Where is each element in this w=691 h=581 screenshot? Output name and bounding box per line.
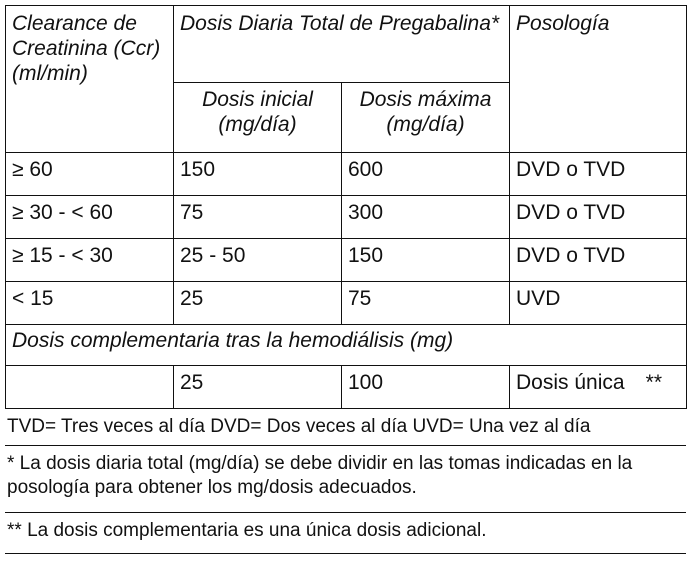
table-row (6, 153, 687, 196)
cell-max-dose: 75 (342, 282, 510, 325)
cell-initial-dose: 75 (174, 196, 342, 239)
cell-posology: DVD o TVD (510, 196, 687, 239)
cell-ccr: ≥ 15 - < 30 (6, 239, 174, 282)
table-row (6, 282, 687, 325)
abbreviations-note: TVD= Tres veces al día DVD= Dos veces al día UVD= Una vez al día (5, 409, 686, 446)
header-daily-total-dose: Dosis Diaria Total de Pregabalina* (174, 6, 510, 83)
footnote-single-star: * La dosis diaria total (mg/día) se debe dividir en las tomas indicadas en la posología para obtener los mg/dosis adecuados. (5, 446, 686, 513)
cell-initial-dose: 25 - 50 (174, 239, 342, 282)
cell-max-dose: 300 (342, 196, 510, 239)
cell-initial-dose: 150 (174, 153, 342, 196)
cell-max-dose: 150 (342, 239, 510, 282)
cell-posology: UVD (510, 282, 687, 325)
table-row (6, 239, 687, 282)
cell-ccr: ≥ 60 (6, 153, 174, 196)
footnote-double-star: ** La dosis complementaria es una única dosis adicional. (5, 513, 686, 554)
dosing-document (5, 5, 686, 554)
cell-initial-dose: 25 (174, 366, 342, 409)
table-row (6, 366, 687, 409)
cell-ccr: < 15 (6, 282, 174, 325)
cell-max-dose: 600 (342, 153, 510, 196)
section-title-hemodialysis: Dosis complementaria tras la hemodiálisis (mg) (6, 325, 687, 366)
dosing-table (5, 5, 687, 409)
cell-initial-dose: 25 (174, 282, 342, 325)
header-creatinine-clearance: Clearance de Creatinina (Ccr) (ml/min) (6, 6, 174, 153)
posology-text: Dosis única (516, 371, 625, 394)
cell-posology (510, 366, 687, 409)
posology-single-dose (516, 370, 680, 395)
header-max-dose: Dosis máxima (mg/día) (342, 83, 510, 153)
table-row (6, 196, 687, 239)
cell-ccr: ≥ 30 - < 60 (6, 196, 174, 239)
cell-max-dose: 100 (342, 366, 510, 409)
header-initial-dose: Dosis inicial (mg/día) (174, 83, 342, 153)
footnote-mark: ** (645, 371, 663, 394)
footnotes (5, 409, 686, 554)
cell-ccr (6, 366, 174, 409)
section-row (6, 325, 687, 366)
cell-posology: DVD o TVD (510, 153, 687, 196)
cell-posology: DVD o TVD (510, 239, 687, 282)
header-posology: Posología (510, 6, 687, 153)
